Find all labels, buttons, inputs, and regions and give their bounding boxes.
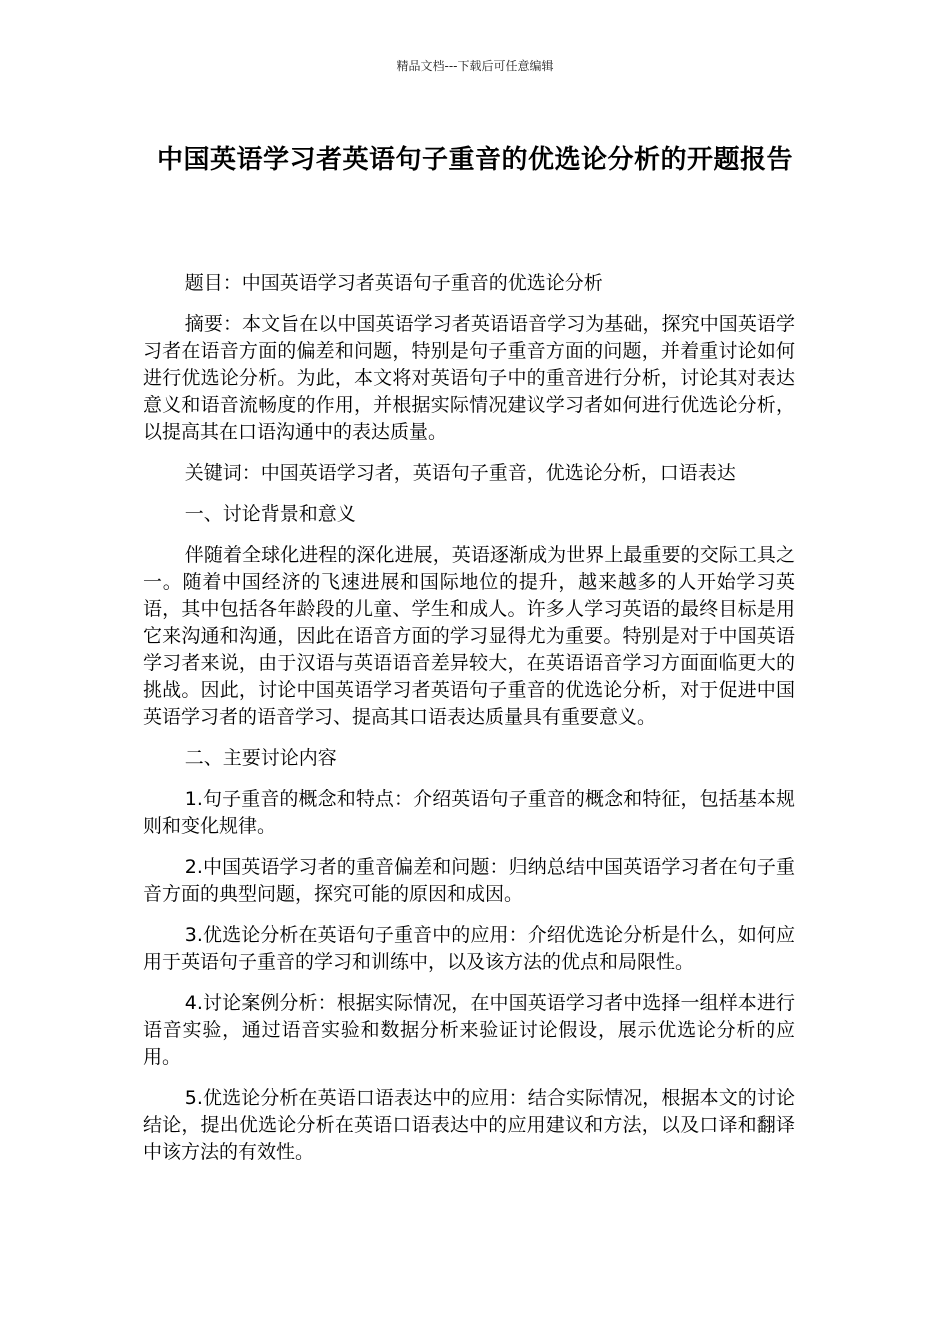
document-title: 中国英语学习者英语句子重音的优选论分析的开题报告 <box>156 145 793 175</box>
content-item-2: 2.中国英语学习者的重音偏差和问题：归纳总结中国英语学习者在句子重音方面的典型问题，探究可能的原因和成因。 <box>143 856 795 905</box>
section-heading-background: 一、讨论背景和意义 <box>184 503 356 525</box>
keywords-line: 关键词：中国英语学习者，英语句子重音，优选论分析，口语表达 <box>184 462 736 484</box>
background-paragraph: 伴随着全球化进程的深化进展，英语逐渐成为世界上最重要的交际工具之一。随着中国经济的飞速进展和国际地位的提升，越来越多的人开始学习英语，其中包括各年龄段的儿童、学生和成人。许多人学习英语的最终目标是用它来沟通和沟通，因此在语音方面的学习显得尤为重要。特别是对于中国英语学习者来说，由于汉语与英语语音差异较大，在英语语音学习方面面临更大的挑战。因此，讨论中国英语学习者英语句子重音的优选论分析，对于促进中国英语学习者的语音学习、提高其口语表达质量具有重要意义。 <box>143 544 795 728</box>
topic-line: 题目：中国英语学习者英语句子重音的优选论分析 <box>184 272 603 294</box>
header-note: 精品文档---下载后可任意编辑 <box>396 59 554 73</box>
section-heading-main-content: 二、主要讨论内容 <box>184 747 337 769</box>
abstract-paragraph: 摘要：本文旨在以中国英语学习者英语语音学习为基础，探究中国英语学习者在语音方面的偏差和问题，特别是句子重音方面的问题，并着重讨论如何进行优选论分析。为此，本文将对英语句子中的重音进行分析，讨论其对表达意义和语音流畅度的作用，并根据实际情况建议学习者如何进行优选论分析，以提高其在口语沟通中的表达质量。 <box>143 313 795 443</box>
document-body <box>143 270 795 1180</box>
content-item-4: 4.讨论案例分析：根据实际情况，在中国英语学习者中选择一组样本进行语音实验，通过语音实验和数据分析来验证讨论假设，展示优选论分析的应用。 <box>143 992 795 1068</box>
content-item-1: 1.句子重音的概念和特点：介绍英语句子重音的概念和特征，包括基本规则和变化规律。 <box>143 788 795 837</box>
content-item-3: 3.优选论分析在英语句子重音中的应用：介绍优选论分析是什么，如何应用于英语句子重音的学习和训练中，以及该方法的优点和局限性。 <box>143 924 795 973</box>
content-item-5: 5.优选论分析在英语口语表达中的应用：结合实际情况，根据本文的讨论结论，提出优选论分析在英语口语表达中的应用建议和方法，以及口译和翻译中该方法的有效性。 <box>143 1087 795 1163</box>
